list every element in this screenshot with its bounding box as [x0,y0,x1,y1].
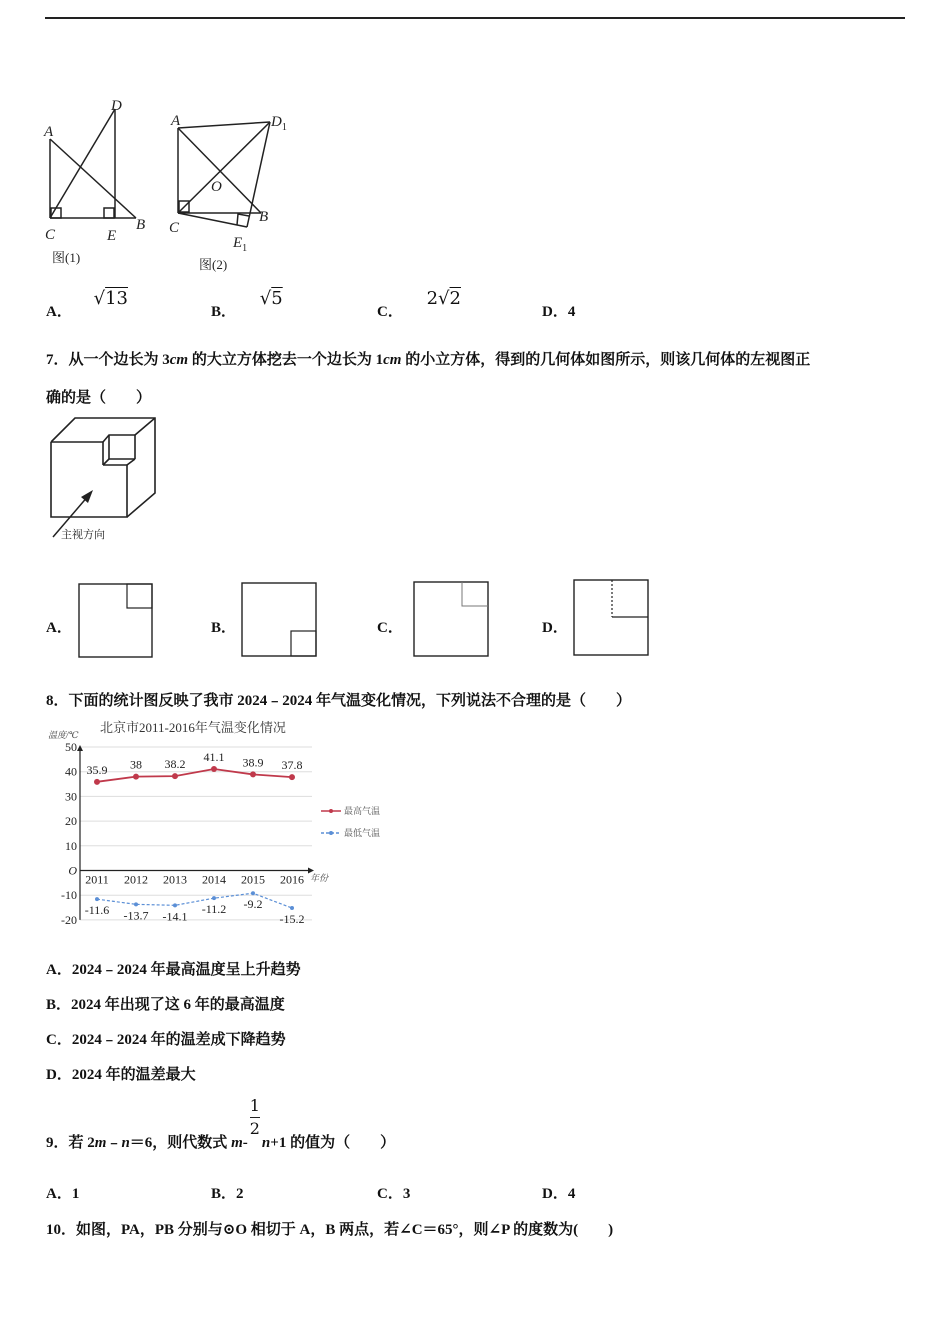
data-label: -9.2 [243,897,263,912]
q7-stem-line1: 7．从一个边长为 3cm 的大立方体挖去一个边长为 1cm 的小立方体，得到的几何体如图所示，则该几何体的左视图正 [46,352,811,368]
data-label: -15.2 [279,912,305,926]
y-tick-label: 10 [65,838,77,853]
q6-figure-1 [40,95,155,270]
q10-stem: 10．如图，PA，PB 分别与⊙O 相切于 A，B 两点，若∠C＝65°，则∠P 的度数为( ) [46,1222,614,1238]
sqrt5: √5 [259,288,283,309]
point-high [172,773,178,779]
data-label: 41.1 [203,749,225,764]
data-label: 38 [130,757,142,772]
x-tick-label: 2014 [202,872,226,887]
q9-option-d[interactable]: D．4 [542,1186,576,1202]
label-A: A [44,124,54,140]
q7-option-d-figure[interactable] [573,579,650,657]
point-low [173,903,177,907]
series-line-high [97,769,292,782]
data-label: -11.6 [84,903,110,918]
q7-option-b[interactable]: B． [211,620,237,636]
data-label: -11.2 [201,902,227,917]
point-low [290,906,294,910]
x-axis-label: 年份 [310,873,329,883]
point-low [134,902,138,906]
q6-figure-2 [163,108,303,278]
q7-option-a[interactable]: A． [46,620,72,636]
x-tick-label: 2012 [124,872,148,887]
q7-option-c-figure[interactable] [413,581,490,658]
q8-stem: 8．下面的统计图反映了我市 2024﹣2024 年气温变化情况，下列说法不合理的是（ ） [46,693,632,709]
legend-marker [329,831,333,835]
label-D1: $D_1$ [271,114,287,133]
fraction-one-half: $\frac{1}{2}$ [249,1096,260,1138]
q9-option-b[interactable]: B．2 [211,1186,244,1202]
q9-option-a[interactable]: A．1 [46,1186,80,1202]
y-tick-label: 30 [65,789,77,804]
point-high [94,779,100,785]
q7-stem-line2: 确的是（ ） [46,390,152,406]
chart-title: 北京市2011-2016年气温变化情况 [100,720,286,735]
y-axis-arrow [77,745,83,751]
q6-option-b[interactable]: B． √5 [211,288,283,320]
data-label: 38.2 [164,757,186,772]
q7-option-c[interactable]: C． [377,620,403,636]
label-O: O [211,179,222,195]
y-tick-label: O [68,863,77,878]
q8-option-a[interactable]: A．2024﹣2024 年最高温度呈上升趋势 [46,962,301,978]
q9-stem: 9．若 2m﹣n＝6，则代数式 m- $\frac{1}{2}$ n+1 的值为（ ） [46,1096,396,1151]
q6-option-c[interactable]: C． 2√2 [377,288,461,320]
label-D: D [111,98,122,114]
point-high [211,766,217,772]
data-label: 38.9 [242,755,264,770]
label-A2: A [171,113,181,129]
label-C: C [45,227,56,243]
point-high [133,774,139,780]
fig1-caption: 图(1) [52,250,81,265]
q6-option-d[interactable]: D．4 [542,304,576,320]
q8-option-c[interactable]: C．2024﹣2024 年的温差成下降趋势 [46,1032,286,1048]
point-high [289,774,295,780]
fig2-caption: 图(2) [199,257,228,272]
y-tick-label: -10 [61,888,77,903]
q8-option-b[interactable]: B．2024 年出现了这 6 年的最高温度 [46,997,285,1013]
q9-option-c[interactable]: C．3 [377,1186,411,1202]
label-B: B [136,217,146,233]
q7-option-a-figure[interactable] [78,583,154,659]
sqrt13: √13 [93,288,128,309]
x-tick-label: 2016 [280,872,304,887]
q7-option-d[interactable]: D． [542,620,568,636]
data-label: 35.9 [86,762,108,777]
y-tick-label: -20 [61,912,77,926]
x-tick-label: 2015 [241,872,265,887]
label-E1: $E_1$ [233,235,248,254]
data-label: -14.1 [162,909,188,924]
y-tick-label: 20 [65,814,77,829]
label-C2: C [169,220,180,236]
point-low [95,897,99,901]
legend-marker [329,809,333,813]
q7-cube-figure [45,413,165,548]
view-direction-label: 主视方向 [61,529,105,541]
y-axis-label: 温度/℃ [48,730,79,740]
point-high [250,771,256,777]
q8-temperature-chart [44,716,389,926]
header-rule [45,17,905,19]
two-sqrt2: 2√2 [426,288,461,309]
legend-label: 最高气温 [344,806,381,816]
q7-option-b-figure[interactable] [241,582,318,658]
x-tick-label: 2013 [163,872,187,887]
y-tick-label: 40 [65,764,77,779]
y-tick-label: 50 [65,740,77,754]
label-B2: B [259,209,269,225]
legend-label: 最低气温 [344,828,381,838]
point-low [212,896,216,900]
point-low [251,891,255,895]
x-tick-label: 2011 [85,872,109,887]
q6-option-a[interactable]: A． √13 [46,288,128,320]
data-label: 37.8 [281,758,303,773]
data-label: -13.7 [123,908,149,923]
label-E: E [107,228,117,244]
q8-option-d[interactable]: D．2024 年的温差最大 [46,1067,196,1083]
